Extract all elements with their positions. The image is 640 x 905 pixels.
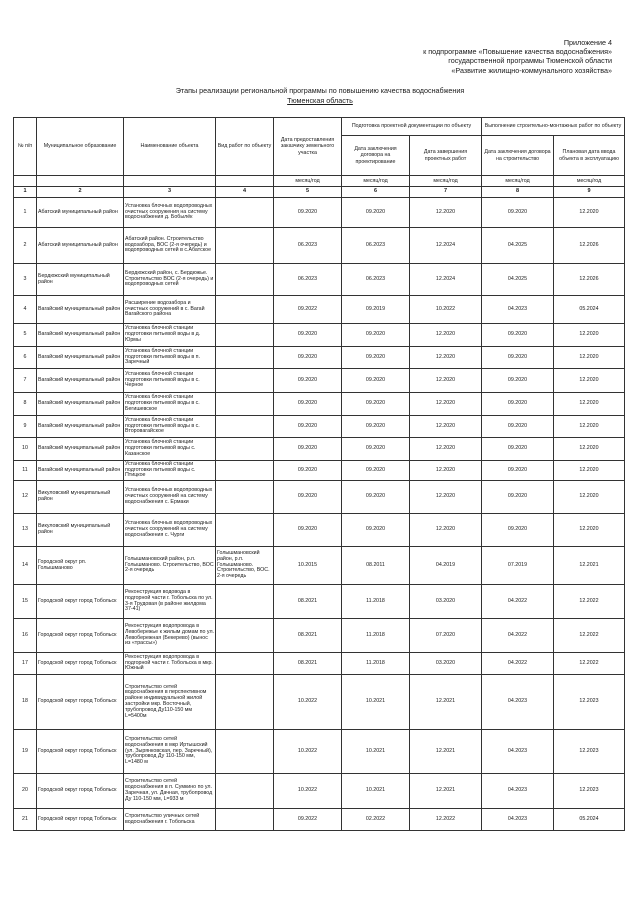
row-design-contract: 06.2023 [342,228,410,264]
row-design-end: 12.2020 [410,461,482,481]
header-blank [124,176,216,187]
row-design-end: 12.2021 [410,730,482,774]
column-index: 7 [410,187,482,198]
table-row [14,481,625,514]
row-design-contract: 08.2011 [342,547,410,585]
row-construction-contract: 04.2023 [482,774,554,809]
row-construction-contract: 04.2022 [482,585,554,619]
stages-table [13,117,625,831]
row-number: 12 [14,481,37,514]
row-object: Установка блочных водопроводных очистных сооружений на систему водоснабжения с. Чурги [124,514,216,547]
row-municipality: Городской округ город Тобольск [37,809,124,831]
table-row [14,547,625,585]
row-date-provision: 06.2023 [274,228,342,264]
row-municipality: Вагайский муниципальный район [37,461,124,481]
row-design-contract: 09.2019 [342,296,410,324]
row-municipality: Городской округ город Тобольск [37,653,124,675]
row-number: 17 [14,653,37,675]
row-municipality: Городской округ город Тобольск [37,730,124,774]
header-object: Наименование объекта [124,118,216,176]
row-design-end: 12.2021 [410,774,482,809]
row-construction-contract: 04.2025 [482,228,554,264]
row-commissioning: 12.2022 [554,585,625,619]
row-municipality: Городской округ рп. Голышманово [37,547,124,585]
row-date-provision: 09.2020 [274,416,342,438]
table-row [14,514,625,547]
row-object: Установка блочной станции подготовки питьевой воды с. Казанское [124,438,216,461]
table-row [14,296,625,324]
row-design-contract: 09.2020 [342,324,410,347]
row-municipality: Вагайский муниципальный район [37,296,124,324]
row-number: 1 [14,198,37,228]
row-commissioning: 12.2022 [554,653,625,675]
header-date-provision: Дата предоставления заказчику земельного участка [274,118,342,176]
table-row [14,198,625,228]
table-row [14,438,625,461]
table-row [14,653,625,675]
row-commissioning: 12.2020 [554,438,625,461]
row-number: 14 [14,547,37,585]
row-date-provision: 09.2020 [274,198,342,228]
row-commissioning: 12.2026 [554,228,625,264]
row-design-contract: 10.2021 [342,774,410,809]
column-index: 2 [37,187,124,198]
row-date-provision: 09.2020 [274,514,342,547]
row-work-type [216,675,274,730]
row-commissioning: 12.2023 [554,675,625,730]
row-number: 3 [14,264,37,296]
row-date-provision: 09.2020 [274,438,342,461]
row-work-type [216,228,274,264]
row-construction-contract: 09.2020 [482,347,554,369]
row-object: Реконструкция водовода в подгорной части г. Тобольска по ул. 3-я Трудовая (в районе жилдома 37-41) [124,585,216,619]
row-municipality: Вагайский муниципальный район [37,438,124,461]
header-blank [216,176,274,187]
row-number: 11 [14,461,37,481]
row-municipality: Вагайский муниципальный район [37,369,124,393]
row-construction-contract: 04.2025 [482,264,554,296]
row-commissioning: 12.2021 [554,547,625,585]
row-date-provision: 10.2022 [274,675,342,730]
row-design-contract: 09.2020 [342,438,410,461]
row-design-contract: 10.2021 [342,730,410,774]
row-date-provision: 09.2022 [274,809,342,831]
row-work-type [216,198,274,228]
row-construction-contract: 09.2020 [482,514,554,547]
row-design-end: 12.2020 [410,324,482,347]
row-construction-contract: 04.2023 [482,675,554,730]
row-construction-contract: 09.2020 [482,438,554,461]
row-municipality: Вагайский муниципальный район [37,416,124,438]
row-work-type [216,619,274,653]
row-date-provision: 10.2015 [274,547,342,585]
row-commissioning: 12.2020 [554,416,625,438]
row-municipality: Викуловский муниципальный район [37,481,124,514]
table-row [14,461,625,481]
column-index: 6 [342,187,410,198]
row-commissioning: 12.2020 [554,369,625,393]
header-unit: месяц/год [274,176,342,187]
row-work-type [216,461,274,481]
row-construction-contract: 09.2020 [482,416,554,438]
row-design-contract: 09.2020 [342,393,410,416]
table-row [14,369,625,393]
row-construction-contract: 04.2023 [482,809,554,831]
row-work-type [216,653,274,675]
row-object: Строительство сетей водоснабжения в перспективном районе индивидуальной жилой застройки мкр. Восточный, трубопровод Ду110-150 мм L=5400м [124,675,216,730]
row-design-end: 12.2020 [410,416,482,438]
row-work-type [216,264,274,296]
header-num: № п/п [14,118,37,176]
row-date-provision: 09.2020 [274,369,342,393]
row-municipality: Городской округ город Тобольск [37,585,124,619]
row-municipality: Городской округ город Тобольск [37,619,124,653]
row-design-end: 12.2020 [410,347,482,369]
document-title: Этапы реализации региональной программы по повышению качества водоснабжения [175,86,465,95]
row-design-contract: 11.2018 [342,585,410,619]
row-date-provision: 09.2020 [274,481,342,514]
row-date-provision: 08.2021 [274,653,342,675]
appendix-program-name: «Развитие жилищно-коммунального хозяйства» [451,65,612,75]
row-work-type [216,416,274,438]
row-object: Установка блочной станции подготовки питьевой воды в с. Черное [124,369,216,393]
row-construction-contract: 09.2020 [482,461,554,481]
row-municipality: Бердюжский муниципальный район [37,264,124,296]
column-index: 1 [14,187,37,198]
row-design-end: 10.2022 [410,296,482,324]
row-design-contract: 09.2020 [342,481,410,514]
row-work-type [216,809,274,831]
header-work-type: Вид работ по объекту [216,118,274,176]
row-design-contract: 09.2020 [342,461,410,481]
row-number: 16 [14,619,37,653]
row-date-provision: 08.2021 [274,585,342,619]
row-number: 9 [14,416,37,438]
row-design-end: 04.2019 [410,547,482,585]
row-municipality: Вагайский муниципальный район [37,393,124,416]
row-commissioning: 12.2023 [554,730,625,774]
row-number: 18 [14,675,37,730]
row-commissioning: 12.2020 [554,514,625,547]
row-object: Установка блочной станции подготовки питьевой воды в с. Второвагайское [124,416,216,438]
row-number: 5 [14,324,37,347]
row-number: 10 [14,438,37,461]
row-work-type [216,774,274,809]
appendix-program: государственной программы Тюменской области [448,56,612,66]
header-unit: месяц/год [554,176,625,187]
row-work-type [216,393,274,416]
row-work-type [216,514,274,547]
row-commissioning: 12.2020 [554,324,625,347]
row-design-contract: 09.2020 [342,514,410,547]
column-index-row [14,187,625,198]
header-blank [14,176,37,187]
table-row [14,347,625,369]
row-construction-contract: 09.2020 [482,481,554,514]
row-design-end: 12.2022 [410,809,482,831]
row-municipality: Городской округ город Тобольск [37,774,124,809]
row-work-type [216,438,274,461]
table-row [14,730,625,774]
row-design-contract: 10.2021 [342,675,410,730]
column-index: 8 [482,187,554,198]
row-commissioning: 12.2020 [554,481,625,514]
table-row [14,393,625,416]
row-object: Установка блочной станции подготовки питьевой воды с. Птицкое [124,461,216,481]
row-design-contract: 02.2022 [342,809,410,831]
row-design-end: 03.2020 [410,653,482,675]
row-object: Строительство сетей водоснабжения в мкр Иртышский (ул. Зырянковская, пер. Заречный), трубопровод Ду 110-150 мм, L=1480 м [124,730,216,774]
table-row [14,264,625,296]
row-design-contract: 11.2018 [342,653,410,675]
row-date-provision: 10.2022 [274,730,342,774]
row-construction-contract: 04.2023 [482,730,554,774]
column-index: 4 [216,187,274,198]
appendix-subprogram: к подпрограмме «Повышение качества водоснабжения» [423,47,612,57]
row-work-type [216,481,274,514]
row-object: Установка блочной станции подготовки питьевой воды в д. Юрмы [124,324,216,347]
row-design-contract: 09.2020 [342,416,410,438]
appendix-number: Приложение 4 [563,38,612,47]
row-work-type [216,730,274,774]
row-work-type: Голышмановский район, р.п. Голышманово. Строительство, ВОС. 2-я очередь [216,547,274,585]
row-number: 2 [14,228,37,264]
row-commissioning: 12.2022 [554,619,625,653]
row-design-contract: 09.2020 [342,347,410,369]
header-municipality: Муниципальное образование [37,118,124,176]
table-row [14,585,625,619]
row-design-contract: 09.2020 [342,198,410,228]
region-name-text: Тюменская область [287,96,353,105]
table-row [14,228,625,264]
row-number: 21 [14,809,37,831]
row-design-end: 12.2020 [410,393,482,416]
row-design-end: 12.2020 [410,198,482,228]
row-construction-contract: 04.2022 [482,619,554,653]
table-body [14,198,625,831]
row-date-provision: 09.2020 [274,324,342,347]
row-work-type [216,324,274,347]
row-date-provision: 06.2023 [274,264,342,296]
row-commissioning: 12.2026 [554,264,625,296]
row-design-end: 12.2021 [410,675,482,730]
column-index: 5 [274,187,342,198]
table-row [14,416,625,438]
row-design-end: 12.2024 [410,264,482,296]
row-number: 4 [14,296,37,324]
header-unit: месяц/год [342,176,410,187]
row-object: Строительство сетей водоснабжения в п. Сумкино по ул. Заречная, ул. Дачная, трубопровод Ду 110-150 мм, L=933 м [124,774,216,809]
row-design-contract: 11.2018 [342,619,410,653]
row-work-type [216,369,274,393]
table-row [14,619,625,653]
row-construction-contract: 09.2020 [482,393,554,416]
row-number: 19 [14,730,37,774]
row-number: 15 [14,585,37,619]
column-index: 3 [124,187,216,198]
header-design-end: Дата завершения проектных работ [410,136,482,176]
row-design-contract: 06.2023 [342,264,410,296]
row-number: 7 [14,369,37,393]
row-construction-contract: 09.2020 [482,198,554,228]
header-unit: месяц/год [482,176,554,187]
row-commissioning: 05.2024 [554,296,625,324]
row-number: 13 [14,514,37,547]
row-construction-contract: 04.2023 [482,296,554,324]
row-construction-contract: 09.2020 [482,324,554,347]
appendix-header [312,38,612,75]
header-unit: месяц/год [410,176,482,187]
row-object: Реконструкция водопровода в подгорной части г. Тобольска в мкр. Южный [124,653,216,675]
row-date-provision: 09.2020 [274,393,342,416]
table-row [14,675,625,730]
row-date-provision: 10.2022 [274,774,342,809]
row-date-provision: 09.2020 [274,461,342,481]
row-work-type [216,585,274,619]
row-object: Абатский район. Строительство водозабора, ВОС (2-я очередь) и водопроводных сетей в с.Абатское [124,228,216,264]
row-work-type [216,296,274,324]
row-object: Строительство уличных сетей водоснабжения г. Тобольска [124,809,216,831]
row-design-contract: 09.2020 [342,369,410,393]
row-municipality: Вагайский муниципальный район [37,324,124,347]
row-date-provision: 09.2020 [274,347,342,369]
header-construction-contract: Дата заключения договора на строительство [482,136,554,176]
row-municipality: Викуловский муниципальный район [37,514,124,547]
row-date-provision: 08.2021 [274,619,342,653]
row-number: 8 [14,393,37,416]
row-object: Расширение водозабора и очистных сооружений в с. Вагай Вагайского района [124,296,216,324]
row-object: Установка блочной станции подготовки питьевой воды в с. Бегишевское [124,393,216,416]
row-construction-contract: 09.2020 [482,369,554,393]
table-row [14,809,625,831]
row-number: 6 [14,347,37,369]
column-index: 9 [554,187,625,198]
row-object: Установка блочной станции подготовки питьевой воды в п. Заречный [124,347,216,369]
row-design-end: 12.2020 [410,481,482,514]
header-design-contract: Дата заключения договора на проектирование [342,136,410,176]
row-design-end: 12.2024 [410,228,482,264]
row-number: 20 [14,774,37,809]
row-construction-contract: 07.2019 [482,547,554,585]
row-construction-contract: 04.2022 [482,653,554,675]
row-municipality: Городской округ город Тобольск [37,675,124,730]
row-work-type [216,347,274,369]
row-object: Реконструкция водопровода в Левобережье к жилым домам по ул. Левобережная (Бекерево) (вынос из «трассы») [124,619,216,653]
row-commissioning: 12.2020 [554,198,625,228]
row-object: Голышмановский район, р.п. Голышманово. Строительство, ВОС 2-я очередь [124,547,216,585]
row-design-end: 12.2020 [410,438,482,461]
row-object: Бердюжский район, с. Бердюжье. Строительство ВОС (2-я очередь) и водопроводных сетей [124,264,216,296]
header-group-construction: Выполнение строительно-монтажных работ по объекту [482,118,625,136]
row-design-end: 12.2020 [410,514,482,547]
table-row [14,774,625,809]
header-group-design: Подготовка проектной документации по объекту [342,118,482,136]
row-date-provision: 09.2022 [274,296,342,324]
row-commissioning: 12.2023 [554,774,625,809]
row-commissioning: 12.2020 [554,461,625,481]
row-object: Установка блочных водопроводных очистных сооружения на систему водоснабжения д. Бобылёк [124,198,216,228]
row-object: Установка блочных водопроводных очистных сооружений на систему водоснабжения с. Ермаки [124,481,216,514]
row-design-end: 07.2020 [410,619,482,653]
row-commissioning: 05.2024 [554,809,625,831]
row-design-end: 12.2020 [410,369,482,393]
row-design-end: 03.2020 [410,585,482,619]
row-commissioning: 12.2020 [554,347,625,369]
row-commissioning: 12.2020 [554,393,625,416]
row-municipality: Абатский муниципальный район [37,228,124,264]
row-municipality: Вагайский муниципальный район [37,347,124,369]
header-blank [37,176,124,187]
row-municipality: Абатский муниципальный район [37,198,124,228]
region-name [0,96,640,106]
header-commissioning: Плановая дата ввода объекта в эксплуатацию [554,136,625,176]
table-row [14,324,625,347]
